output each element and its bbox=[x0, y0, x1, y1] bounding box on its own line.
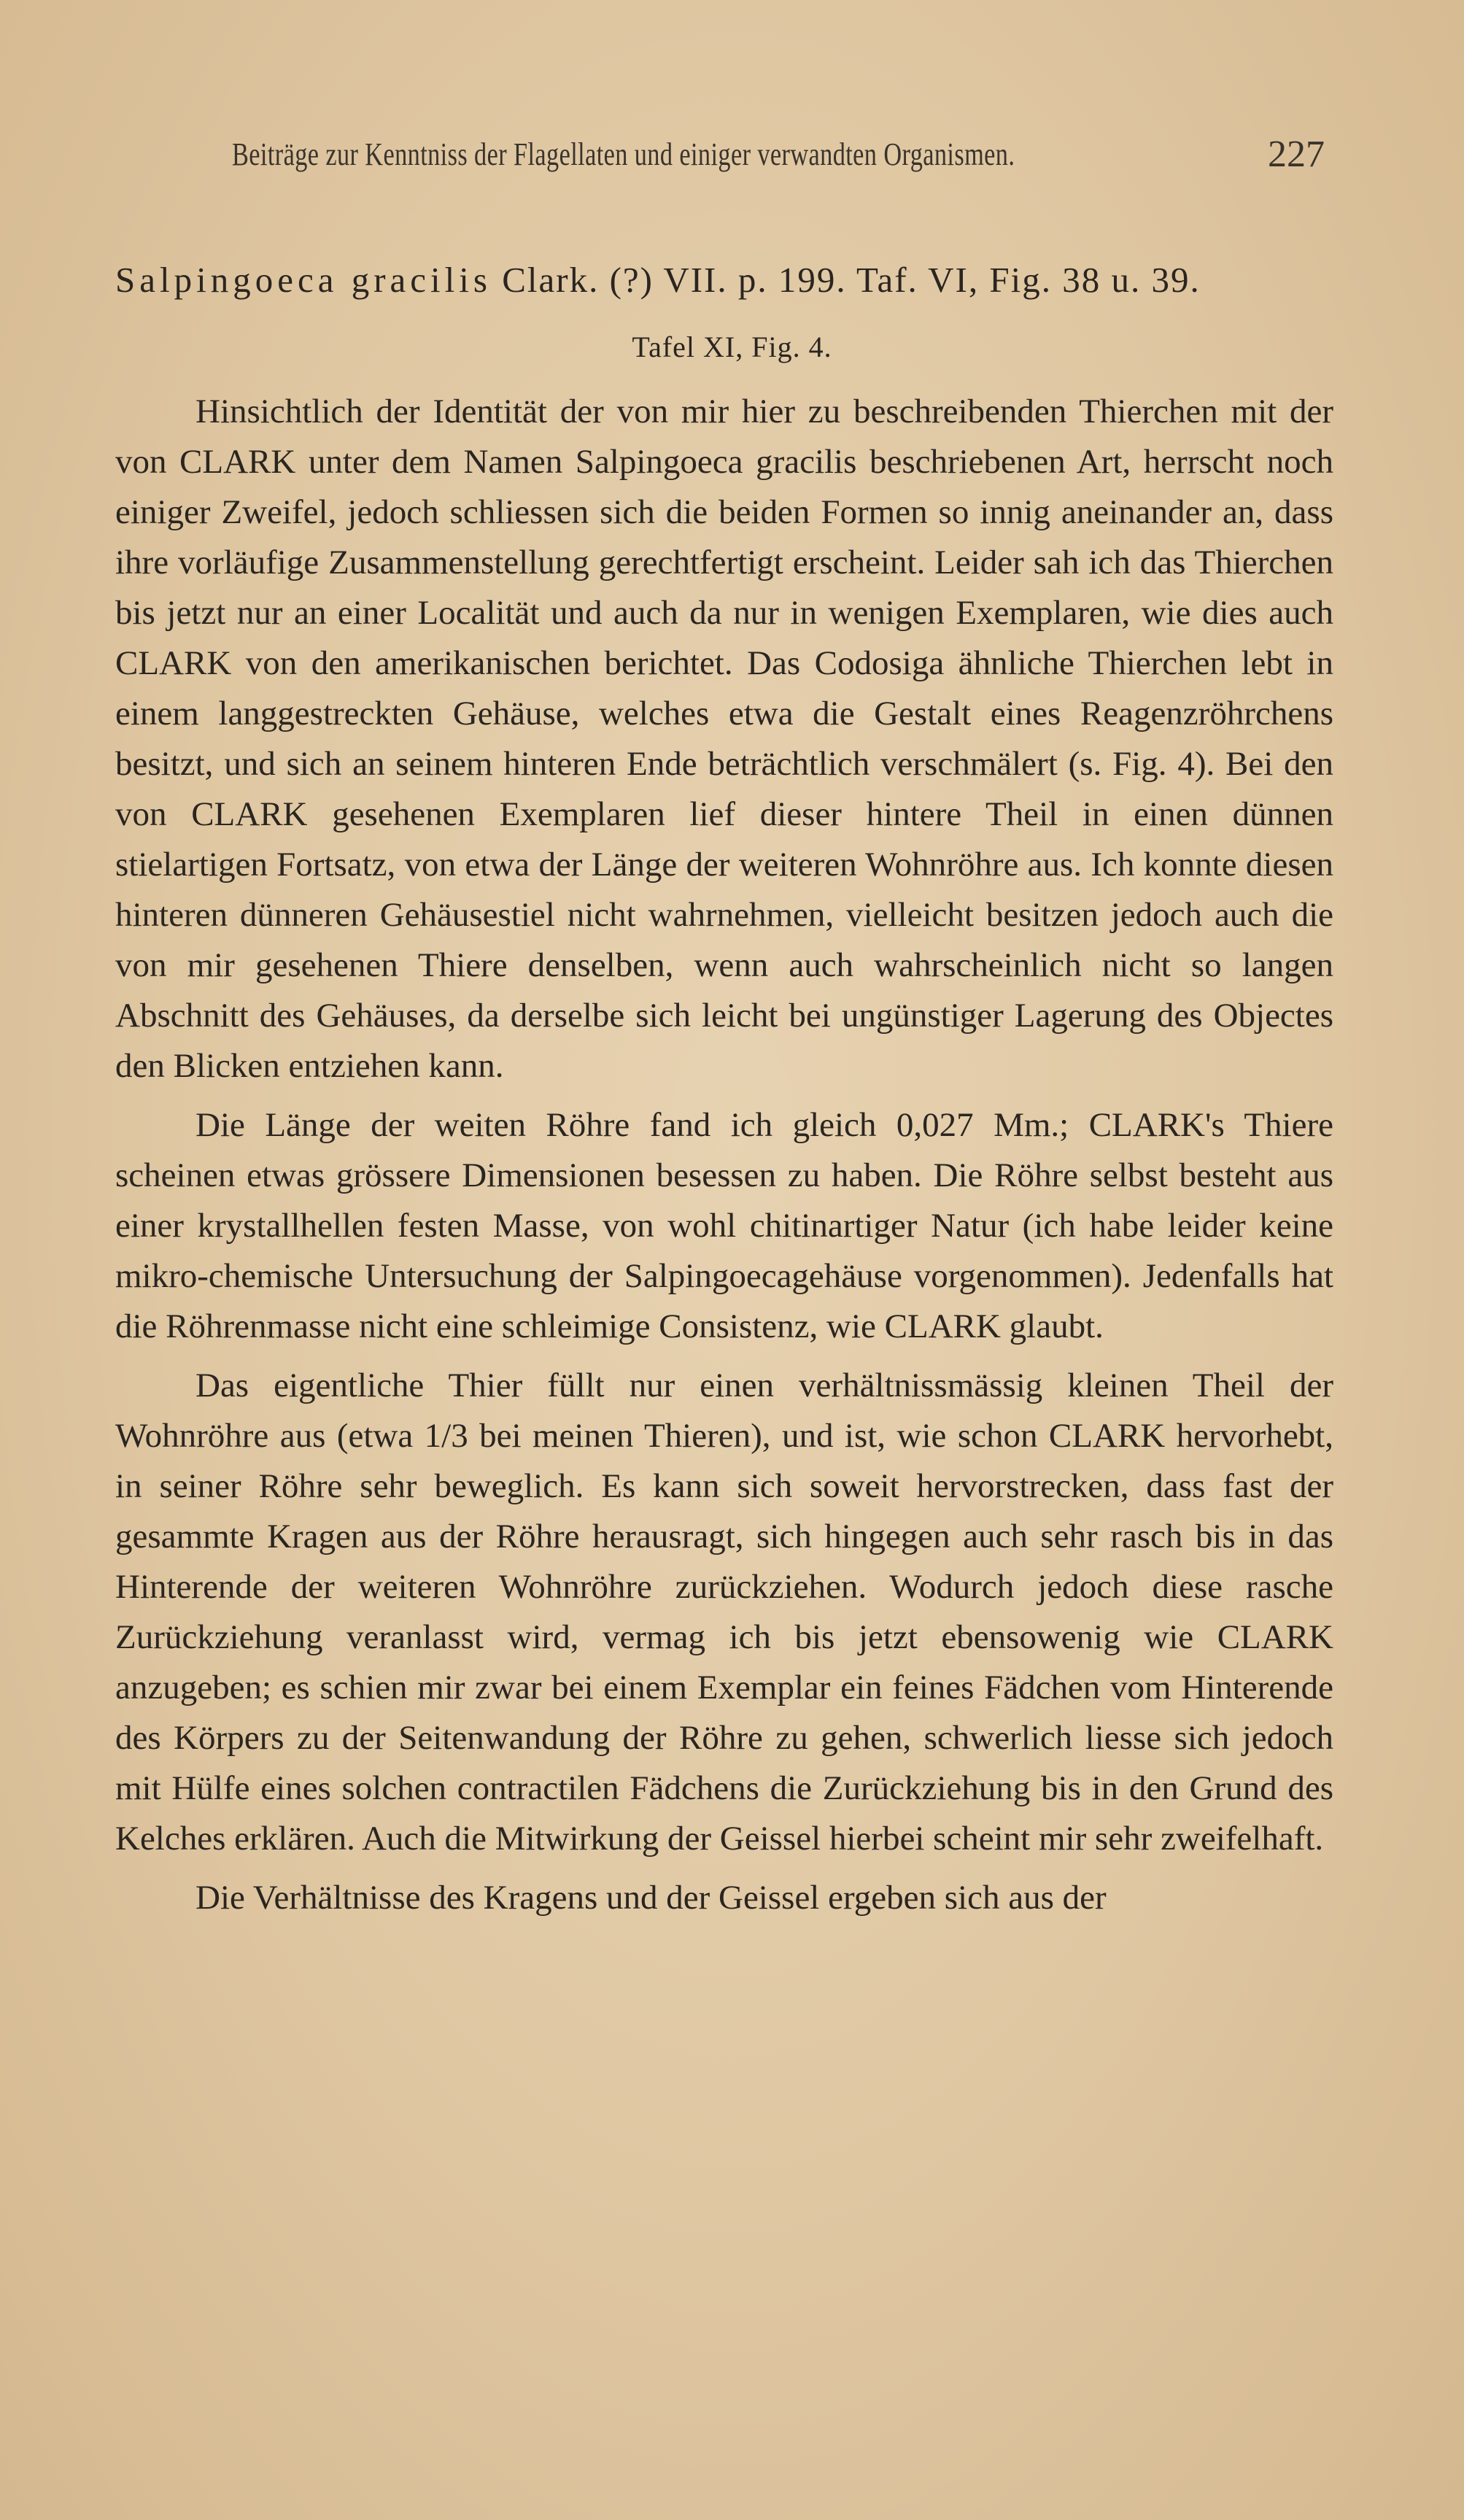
species-reference: Clark. (?) VII. p. 199. Taf. VI, Fig. 38 u. 39. bbox=[502, 260, 1201, 300]
species-name: Salpingoeca gracilis bbox=[115, 260, 492, 300]
paragraph: Das eigentliche Thier füllt nur einen verhältnissmässig kleinen Theil der Wohnröhre aus (etwa 1/3 bei meinen Thieren), und ist, wie schon CLARK hervorhebt, in seiner Röhre sehr beweglich. Es kann sich soweit hervorstrecken, dass fast der gesammte Kragen aus der Röhre herausragt, sich hingegen auch sehr rasch bis in das Hinterende der weiteren Wohnröhre zurückziehen. Wodurch jedoch diese rasche Zurückziehung veranlasst wird, vermag ich bis jetzt ebensowenig wie CLARK anzugeben; es schien mir zwar bei einem Exemplar ein feines Fädchen vom Hinterende des Körpers zu der Seitenwandung der Röhre zu gehen, schwerlich liesse sich jedoch mit Hülfe eines solchen contractilen Fädchens die Zurückziehung bis in den Grund des Kelches erklären. Auch die Mitwirkung der Geissel hierbei scheint mir sehr zweifelhaft. bbox=[115, 1367, 1333, 1858]
paragraph: Hinsichtlich der Identität der von mir hier zu beschreibenden Thierchen mit der von CLARK unter dem Namen Salpingoeca gracilis beschriebenen Art, herrscht noch einiger Zweifel, jedoch schliessen sich die beiden Formen so innig aneinander an, dass ihre vorläufige Zusammenstellung gerechtfertigt erscheint. Leider sah ich das Thierchen bis jetzt nur an einer Localität und auch da nur in wenigen Exemplaren, wie dies auch CLARK von den amerikanischen berichtet. Das Codosiga ähnliche Thierchen lebt in einem langgestreckten Gehäuse, welches etwa die Gestalt eines Reagenzröhrchens besitzt, und sich an seinem hinteren Ende beträchtlich verschmälert (s. Fig. 4). Bei den von CLARK gesehenen Exemplaren lief dieser hintere Theil in einen dünnen stielartigen Fortsatz, von etwa der Länge der weiteren Wohnröhre aus. Ich konnte diesen hinteren dünneren Gehäusestiel nicht wahrnehmen, vielleicht besitzen jedoch auch die von mir gesehenen Thiere denselben, wenn auch wahrscheinlich nicht so langen Abschnitt des Gehäuses, da derselbe sich leicht bei ungünstiger Lagerung des Objectes den Blicken entziehen kann. bbox=[115, 393, 1333, 1085]
paragraph: Die Länge der weiten Röhre fand ich gleich 0,027 Mm.; CLARK's Thiere scheinen etwas grössere Dimensionen besessen zu haben. Die Röhre selbst besteht aus einer krystallhellen festen Masse, von wohl chitinartiger Natur (ich habe leider keine mikro-chemische Untersuchung der Salpingoecagehäuse vorgenommen). Jedenfalls hat die Röhrenmasse nicht eine schleimige Consistenz, wie CLARK glaubt. bbox=[115, 1106, 1333, 1345]
plate-reference: Tafel XI, Fig. 4. bbox=[632, 331, 832, 363]
body-text bbox=[115, 387, 1333, 1923]
species-heading bbox=[115, 259, 1348, 301]
page-number: 227 bbox=[1268, 134, 1325, 175]
running-title: Beiträge zur Kenntniss der Flagellaten und einiger verwandten Organismen. bbox=[232, 136, 1015, 172]
running-head bbox=[0, 130, 1464, 188]
paragraph: Die Verhältnisse des Kragens und der Geissel ergeben sich aus der bbox=[195, 1879, 1107, 1917]
